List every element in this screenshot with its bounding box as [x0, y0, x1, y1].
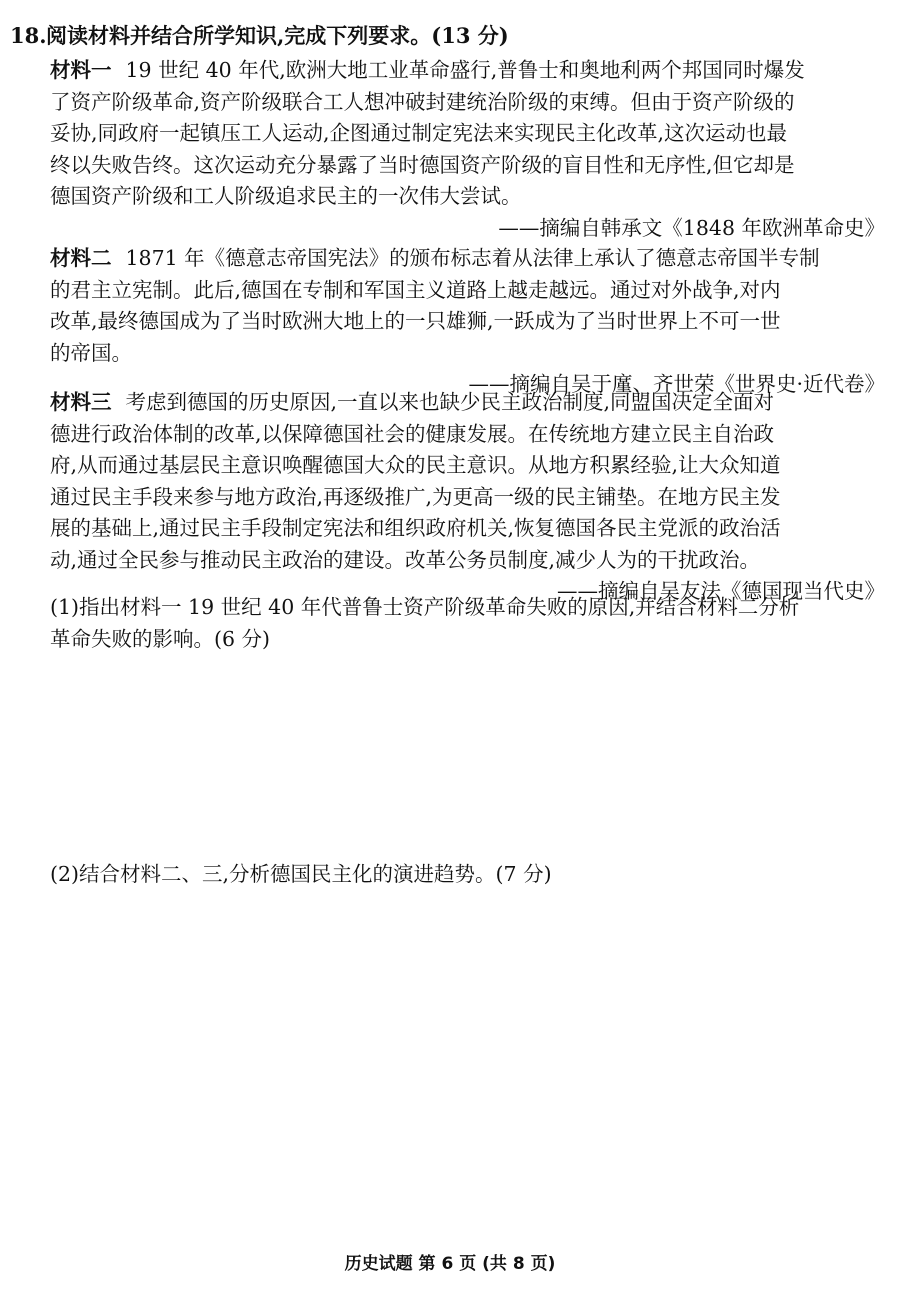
material-text-line: 通过民主手段来参与地方政治,再逐级推广,为更高一级的民主铺垫。在地方民主发 — [50, 484, 781, 509]
material-text-line: 妥协,同政府一起镇压工人运动,企图通过制定宪法来实现民主化改革,这次运动也最 — [50, 121, 788, 145]
material-text-line: 德进行政治体制的改革,以保障德国社会的健康发展。在传统地方建立民主自治政 — [50, 421, 775, 446]
sub-question-line: 革命失败的影响。(6 分) — [50, 626, 271, 651]
material-text-line: 19 世纪 40 年代,欧洲大地工业革命盛行,普鲁士和奥地利两个邦国同时爆发 — [125, 58, 805, 82]
material-text-line: 动,通过全民参与推动民主政治的建设。改革公务员制度,减少人为的干扰政治。 — [50, 547, 761, 572]
material-source: ——摘编自吴于廑、齐世荣《世界史·近代卷》 — [468, 372, 885, 396]
material-text-line: 1871 年《德意志帝国宪法》的颁布标志着从法律上承认了德意志帝国半专制 — [125, 246, 820, 270]
material-text-line: 的君主立宪制。此后,德国在专制和军国主义道路上越走越远。通过对外战争,对内 — [50, 277, 781, 302]
material-three — [50, 387, 885, 608]
question-prompt: 阅读材料并结合所学知识,完成下列要求。(13 分) — [46, 23, 509, 48]
sub-question-line: (1)指出材料一 19 世纪 40 年代普鲁士资产阶级革命失败的原因,并结合材料二分析 — [50, 595, 800, 619]
material-label: 材料三 — [50, 390, 112, 414]
material-source: ——摘编自吴友法《德国现当代史》 — [557, 579, 885, 603]
material-text-line: 展的基础上,通过民主手段制定宪法和组织政府机关,恢复德国各民主党派的政治活 — [50, 516, 781, 540]
sub-question-2 — [50, 859, 895, 891]
material-source: ——摘编自韩承文《1848 年欧洲革命史》 — [498, 215, 885, 240]
material-label: 材料一 — [50, 58, 112, 82]
material-two — [50, 243, 885, 401]
material-one — [50, 55, 885, 244]
material-text-line: 考虑到德国的历史原因,一直以来也缺少民主政治制度,同盟国决定全面对 — [125, 390, 775, 414]
material-text-line: 了资产阶级革命,资产阶级联合工人想冲破封建统治阶级的束缚。但由于资产阶级的 — [50, 89, 795, 114]
sub-question-1 — [50, 592, 895, 655]
material-text-line: 的帝国。 — [50, 340, 132, 365]
material-label: 材料二 — [50, 246, 112, 270]
material-text-line: 府,从而通过基层民主意识唤醒德国大众的民主意识。从地方积累经验,让大众知道 — [50, 453, 781, 477]
material-text-line: 德国资产阶级和工人阶级追求民主的一次伟大尝试。 — [50, 184, 522, 208]
question-number: 18. — [10, 23, 47, 48]
question-header — [10, 20, 509, 50]
material-text-line: 改革,最终德国成为了当时欧洲大地上的一只雄狮,一跃成为了当时世界上不可一世 — [50, 309, 781, 333]
sub-question-line: (2)结合材料二、三,分析德国民主化的演进趋势。(7 分) — [50, 862, 552, 886]
material-text-line: 终以失败告终。这次运动充分暴露了当时德国资产阶级的盲目性和无序性,但它却是 — [50, 152, 795, 177]
page-footer: 历史试题 第 6 页 (共 8 页) — [344, 1254, 556, 1274]
